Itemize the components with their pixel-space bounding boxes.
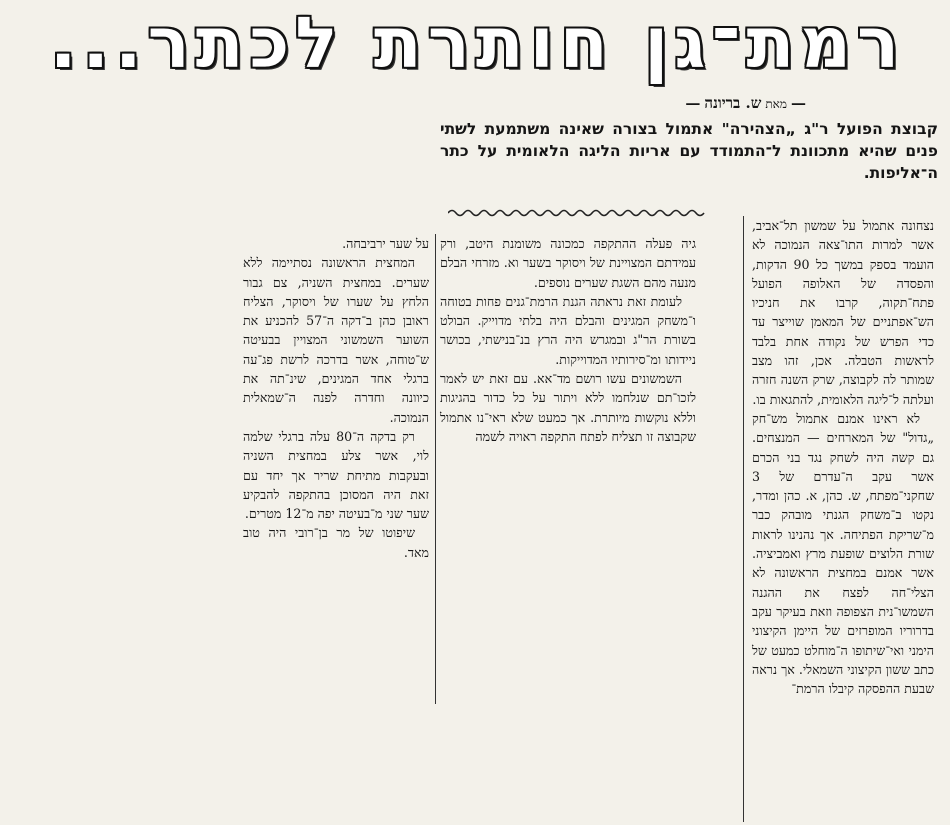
paragraph: המחצית הראשונה נסתיימה ללא שערים. במחצית השניה, צם גבור הלחץ על שערו של ויסוקר, הצליח ראובן כהן ב־דקה ה־57 להכניע את השוער השמשוני המצויין בבעיטה ש־טוחה, אשר בדרכה לרשת פג־עה ברגלי אחד המגינים, שינ־תה את כיוונה וחדרה לפנה ה־שמאלית הנמוכה. bbox=[243, 255, 429, 425]
article-column-2 bbox=[440, 234, 696, 446]
byline-prefix: מאת bbox=[765, 97, 787, 111]
paragraph: לא ראינו אמנם אתמול מש־חק „גדול" של המארחים — המנצחים. גם קשה היה לשחק נגד בני הכרם אשר עקב ה־עדרם של 3 שחקני־מפתח, ש. כהן, א. כהן ומדר, נקטו ב־משחק הגנתי מובהק כבר מ־שריקת הפתיחה. אך נהנינו לראות שורת הלוצים שופעת מרץ ואמביציה. אשר אמנם במחצית הראשונה לא הצלי־חה לפצח את ההגנה השמשו־נית הצפופה וזאת בעיקר עקב בדרוריו המופרזים של היימן הקיצוני הימני ואי־שיתופו ה־מוחלט כמעט של כתב ששון הקיצוני השמאלי. אך נראה שבעת ההפסקה קיבלו הרמת־ bbox=[752, 410, 934, 697]
paragraph: שיפוטו של מר בן־רובי היה טוב מאד. bbox=[243, 525, 429, 560]
paragraph: על שער ירביבחה. bbox=[342, 236, 429, 251]
column-rule bbox=[743, 216, 744, 822]
paragraph: רק בדקה ה־80 עלה ברגלי שלמה לוי, אשר צלע במחצית השניה ובעקבות מתיחת שריר אך יחד עם זאת היה המסוכן בהתקפה להבקיע שער שני מ־בעיטה יפה מ־12 מטרים. bbox=[243, 428, 429, 522]
column-rule bbox=[435, 234, 436, 704]
paragraph: השמשונים עשו רושם מד־אא. עם זאת יש לאמר לזכו־תם שנלחמו ללא ויתור על כל כדור בהגיגות וללא נוקשות מיותרת. אך כמעט שלא ראי־נו אתמול שקבוצה זו תצליח לפתח התקפה ראויה לשמה bbox=[440, 371, 696, 444]
byline-dash: — bbox=[791, 94, 806, 112]
byline-author: ש. בריונה bbox=[704, 94, 762, 112]
article-column-3 bbox=[243, 234, 429, 562]
paragraph: גיה פעלה ההתקפה כמכונה משומנת היטב, ורק עמידתם המצויינת של ויסוקר בשער וא. מזרחי הבלם מנעה מהם השגת שערים נוספים. bbox=[440, 236, 696, 290]
byline bbox=[681, 94, 810, 113]
byline-dash-end: — bbox=[685, 94, 701, 112]
headline: רמת־גן חותרת לכתר... bbox=[49, 2, 906, 84]
paragraph: לעומת זאת נראתה הגנת הרמת־גנים פחות בטוחה ו־משחק המגינים והבלם היה בלתי מדוייק. הבולט בשורת הר"ג ובמגרש היה הרץ בנ־בנישתי, בכושר ניידותו ומ־סירותיו המדוייקות. bbox=[440, 293, 696, 367]
wavy-divider bbox=[448, 208, 706, 218]
lead-paragraph: קבוצת הפועל ר"ג „הצהירה" אתמול בצורה שאינה משתמעת לשתי פנים שהיא מתכוונת ל־התמודד עם אריות הליגה הלאומית על כתר ה־אליפות. bbox=[440, 120, 938, 182]
paragraph: נצחונה אתמול על שמשון תל־אביב, אשר למרות התו־צאה הנמוכה לא הועמד בספק במשך כל 90 הדקות, והפסדה של האלופה הפועל פתח־תקוה, קרבו את חניכיו הש־אפתניים של המאמן שוייצר עד כדי הפרש של נקודה אחת בלבד לראשות הטבלה. אכן, זהו מצב שמותר לה לקבוצה, שרק השנה חזרה ועלתה ל־ליגה הלאומית, להתגאות בו. bbox=[752, 218, 934, 407]
article-column-1 bbox=[752, 216, 934, 698]
